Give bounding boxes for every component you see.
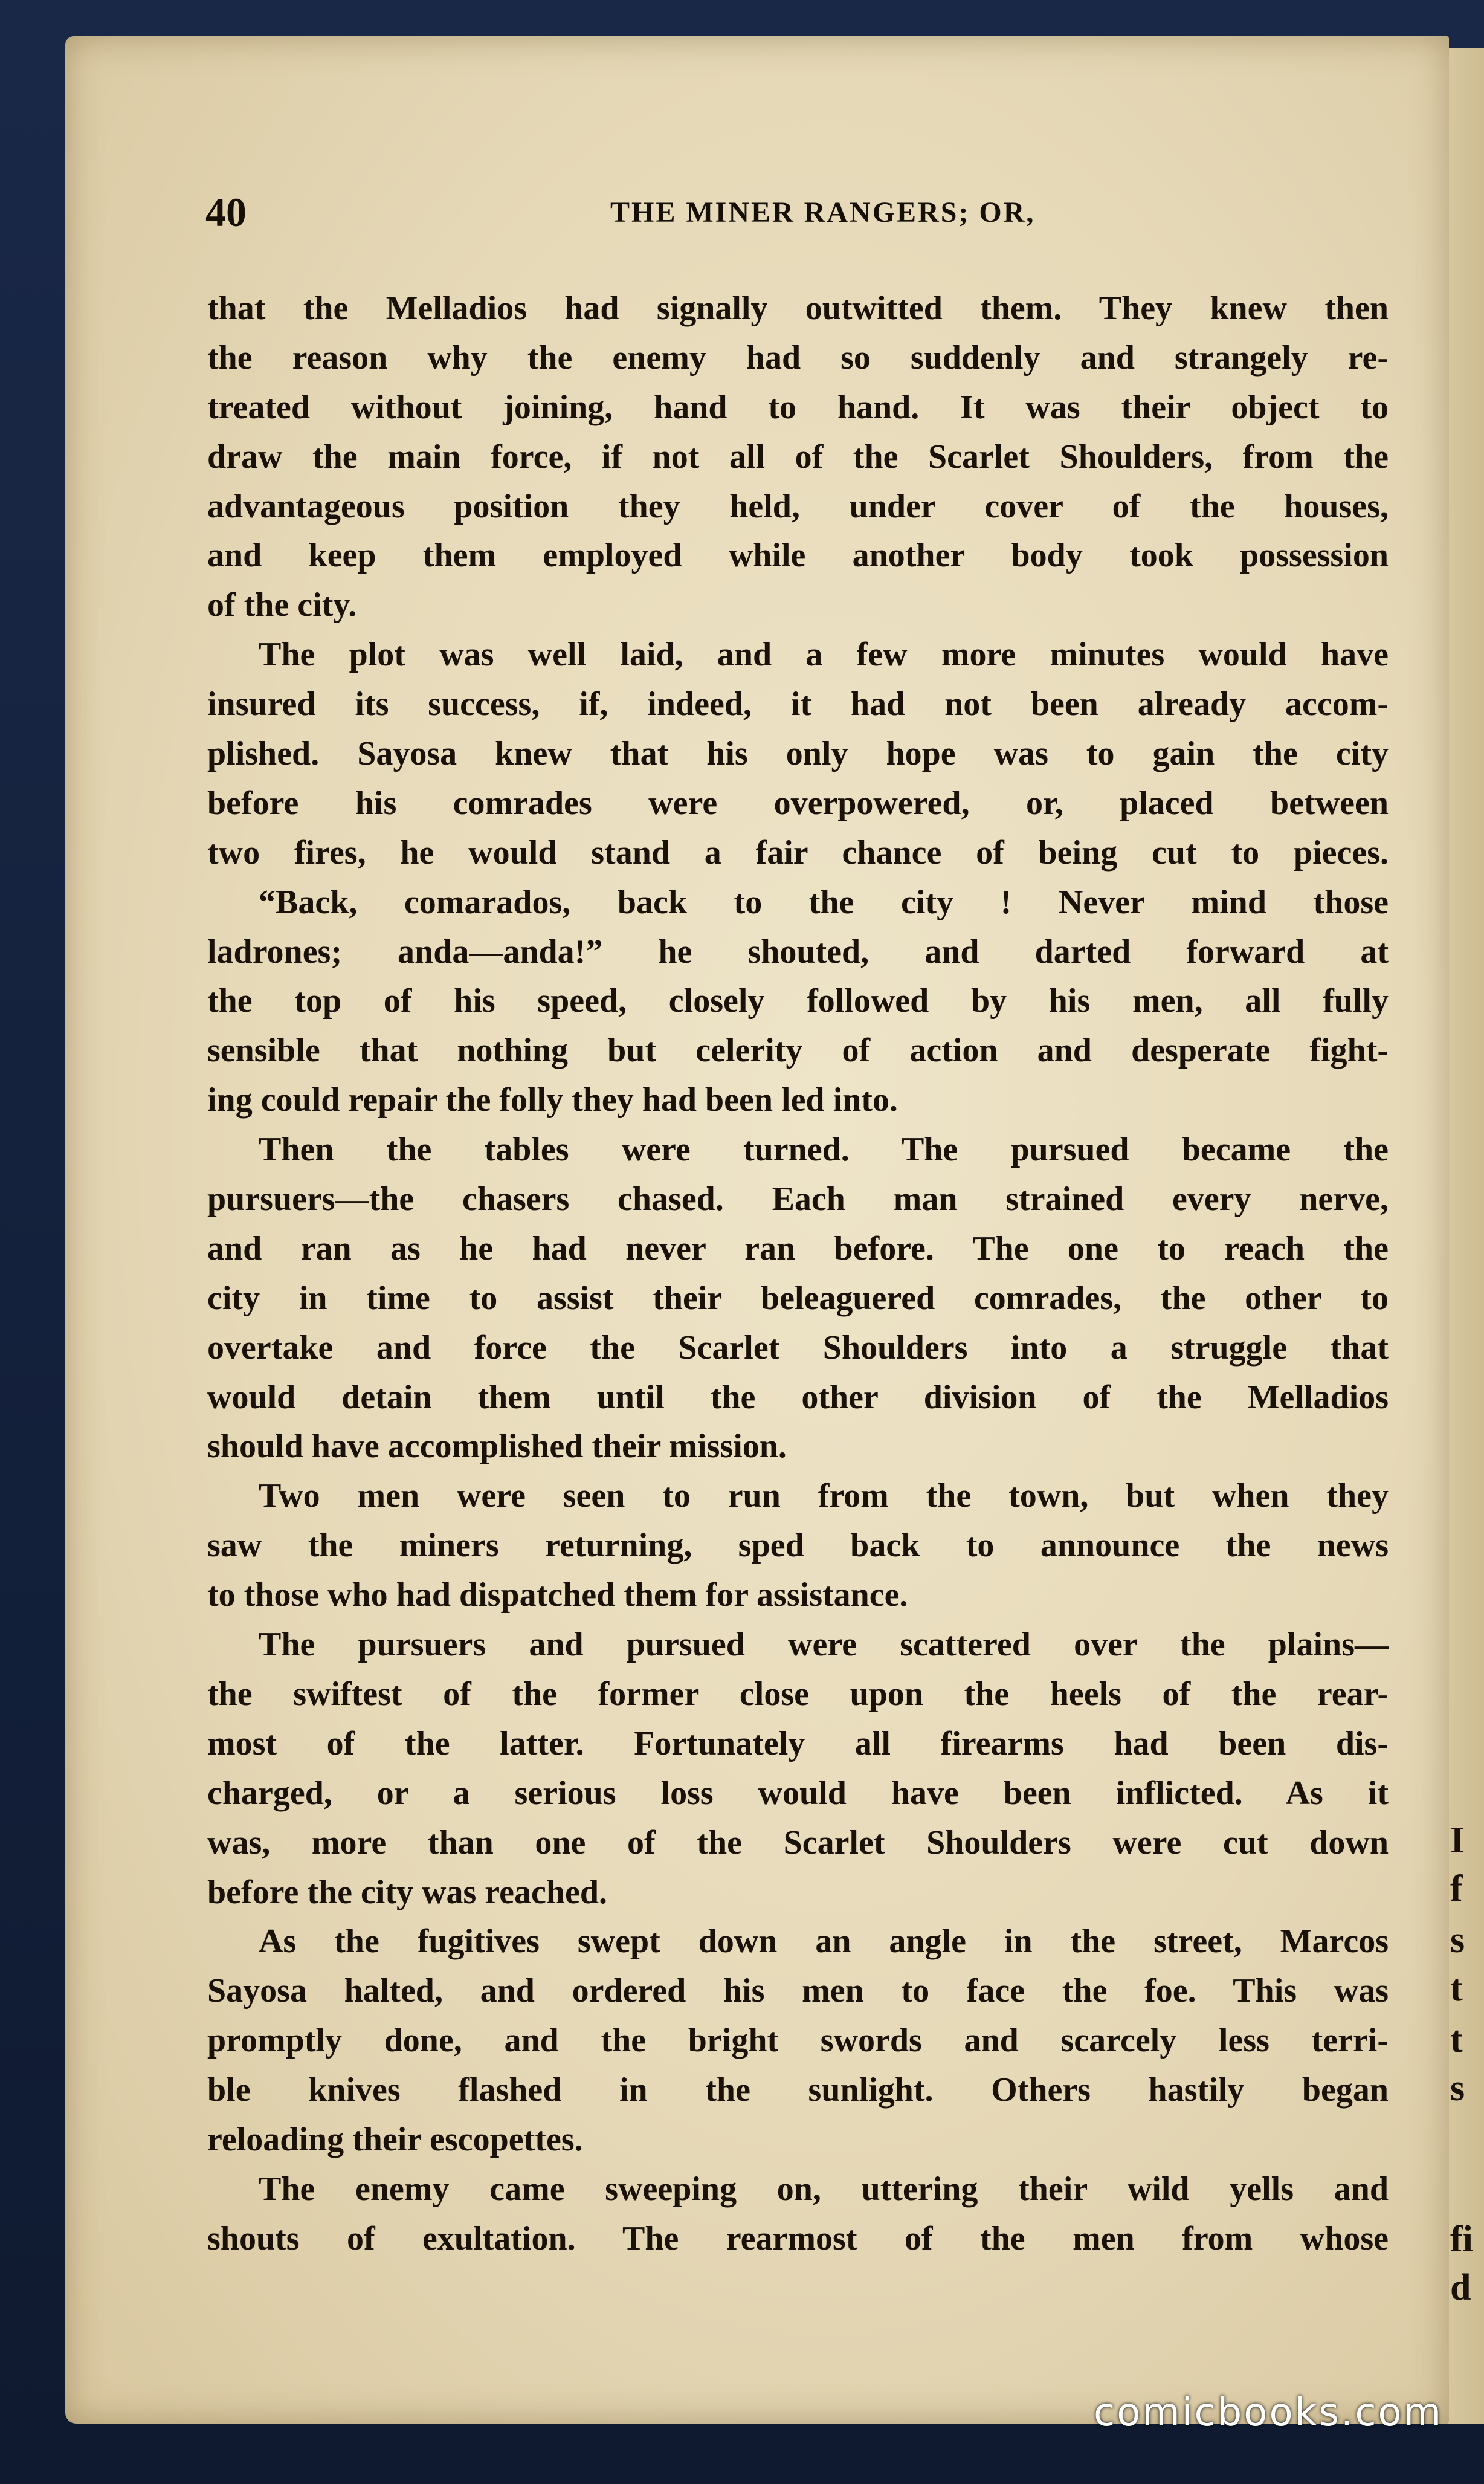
text-line: overtake and force the Scarlet Shoulders into a struggle that (207, 1328, 1389, 1367)
text-line: The pursuers and pursued were scattered over the plains— (259, 1626, 1389, 1664)
text-line: The plot was well laid, and a few more minutes would have (259, 636, 1389, 674)
adjacent-page-fragment: s (1450, 1920, 1465, 1961)
text-line: saw the miners returning, sped back to announce the news (207, 1527, 1389, 1565)
text-line: city in time to assist their beleaguered comrades, the other to (207, 1279, 1389, 1317)
text-line: draw the main force, if not all of the Scarlet Shoulders, from the (207, 438, 1389, 476)
text-line: would detain them until the other division of the Melladios (207, 1378, 1389, 1416)
text-line: pursuers—the chasers chased. Each man strained every nerve, (207, 1180, 1389, 1218)
text-line: to those who had dispatched them for assistance. (207, 1576, 908, 1614)
text-line: that the Melladios had signally outwitted them. They knew then (207, 289, 1389, 327)
adjacent-page-fragment: fi (1450, 2219, 1473, 2260)
body-text (207, 284, 1389, 2264)
text-line: promptly done, and the bright swords and scarcely less terri- (207, 2022, 1389, 2060)
text-line: the swiftest of the former close upon the heels of the rear- (207, 1675, 1389, 1713)
adjacent-page-fragment: I (1450, 1820, 1465, 1861)
text-line: Two men were seen to run from the town, but when they (259, 1477, 1389, 1515)
text-line: shouts of exultation. The rearmost of the men from whose (207, 2219, 1389, 2257)
text-line: two fires, he would stand a fair chance of being cut to pieces. (207, 833, 1389, 872)
text-line: before the city was reached. (207, 1873, 607, 1911)
text-line: plished. Sayosa knew that his only hope was to gain the city (207, 735, 1389, 773)
text-line: ladrones; anda—anda!” he shouted, and darted forward at (207, 933, 1389, 971)
text-line: charged, or a serious loss would have been inflicted. As it (207, 1774, 1389, 1812)
text-line: most of the latter. Fortunately all firearms had been dis- (207, 1724, 1389, 1762)
text-line: before his comrades were overpowered, or, placed between (207, 784, 1389, 822)
adjacent-page-fragment: d (1450, 2267, 1471, 2308)
watermark: comicbooks.com (1094, 2390, 1444, 2435)
text-line: sensible that nothing but celerity of action and desperate fight- (207, 1032, 1389, 1070)
adjacent-page-fragment: t (1450, 1968, 1463, 2009)
text-line: Then the tables were turned. The pursued became the (259, 1131, 1389, 1169)
page-header (145, 189, 1390, 243)
text-line: the reason why the enemy had so suddenly and strangely re- (207, 338, 1389, 377)
text-line: reloading their escopettes. (207, 2120, 583, 2158)
text-line: “Back, comarados, back to the city ! Never mind those (259, 883, 1389, 921)
text-line: The enemy came sweeping on, uttering their wild yells and (259, 2170, 1389, 2208)
text-line: and keep them employed while another body took possession (207, 537, 1389, 575)
adjacent-page-fragment: t (1450, 2019, 1463, 2060)
text-line: of the city. (207, 586, 357, 624)
text-line: ing could repair the folly they had been led into. (207, 1081, 898, 1119)
text-line: ble knives flashed in the sunlight. Others hastily began (207, 2071, 1389, 2109)
running-head: THE MINER RANGERS; OR, (610, 196, 1036, 228)
adjacent-page-fragment: f (1450, 1868, 1463, 1909)
text-line: advantageous position they held, under cover of the houses, (207, 487, 1389, 525)
text-line: insured its success, if, indeed, it had not been already accom- (207, 685, 1389, 723)
text-line: should have accomplished their mission. (207, 1428, 787, 1466)
text-line: and ran as he had never ran before. The one to reach the (207, 1229, 1389, 1267)
text-line: As the fugitives swept down an angle in the street, Marcos (259, 1923, 1389, 1961)
text-line: treated without joining, hand to hand. It was their object to (207, 388, 1389, 426)
text-line: the top of his speed, closely followed by his men, all fully (207, 982, 1389, 1020)
text-line: Sayosa halted, and ordered his men to face the foe. This was (207, 1972, 1389, 2010)
text-line: was, more than one of the Scarlet Shoulders were cut down (207, 1823, 1389, 1861)
page-number: 40 (205, 189, 247, 235)
adjacent-page-fragment: s (1450, 2068, 1465, 2109)
